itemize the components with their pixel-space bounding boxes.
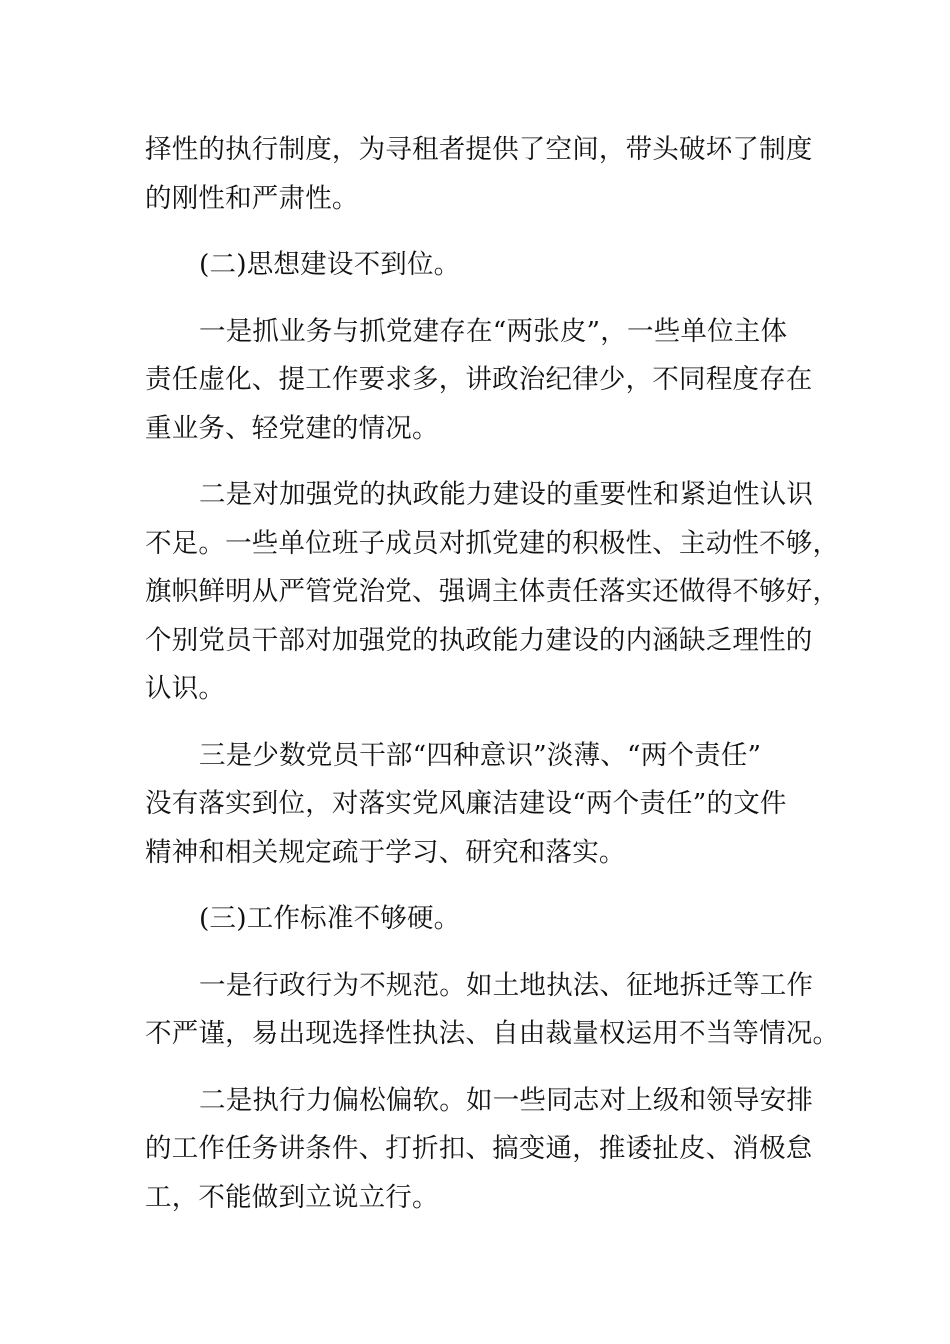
text-line: 旗帜鲜明从严管党治党、强调主体责任落实还做得不够好，	[145, 576, 840, 607]
text-line: 的刚性和严肃性。	[145, 182, 359, 214]
paragraph-point-3	[145, 732, 795, 878]
text-line: 二是对加强党的执政能力建设的重要性和紧迫性认识	[199, 479, 814, 510]
text-line: 二是执行力偏松偏软。如一些同志对上级和领导安排	[199, 1084, 814, 1116]
text-line: 的工作任务讲条件、打折扣、搞变通，推诿扯皮、消极怠	[145, 1133, 813, 1164]
text-line: 没有落实到位，对落实党风廉洁建设“两个责任”的文件	[145, 788, 787, 819]
text-line: 责任虚化、提工作要求多，讲政治纪律少，不同程度存在	[145, 364, 813, 395]
heading-line: (二)思想建设不到位。	[199, 249, 461, 280]
section-heading-2	[145, 241, 795, 290]
text-line: 不严谨，易出现选择性执法、自由裁量权运用不当等情况。	[145, 1018, 840, 1049]
text-line: 不足。一些单位班子成员对抓党建的积极性、主动性不够，	[145, 527, 840, 559]
section-heading-3	[145, 895, 795, 944]
paragraph-point-5	[145, 1077, 814, 1223]
text-line: 精神和相关规定疏于学习、研究和落实。	[145, 836, 626, 868]
paragraph-point-2	[145, 471, 840, 714]
text-line: 重业务、轻党建的情况。	[145, 412, 439, 444]
paragraph-point-1	[145, 308, 813, 454]
text-line: 个别党员干部对加强党的执政能力建设的内涵缺乏理性的	[145, 624, 813, 656]
document-body	[145, 126, 840, 1240]
text-line: 三是少数党员干部“四种意识”淡薄、“两个责任”	[199, 739, 762, 771]
paragraph-continuation	[145, 126, 813, 223]
text-line: 一是抓业务与抓党建存在“两张皮”，一些单位主体	[199, 315, 788, 347]
text-line: 择性的执行制度，为寻租者提供了空间，带头破坏了制度	[145, 134, 813, 165]
text-line: 工，不能做到立说立行。	[145, 1181, 439, 1213]
paragraph-point-4	[145, 962, 840, 1059]
text-line: 一是行政行为不规范。如土地执法、征地拆迁等工作	[199, 969, 814, 1001]
text-line: 认识。	[145, 673, 226, 704]
heading-line: (三)工作标准不够硬。	[199, 903, 461, 934]
